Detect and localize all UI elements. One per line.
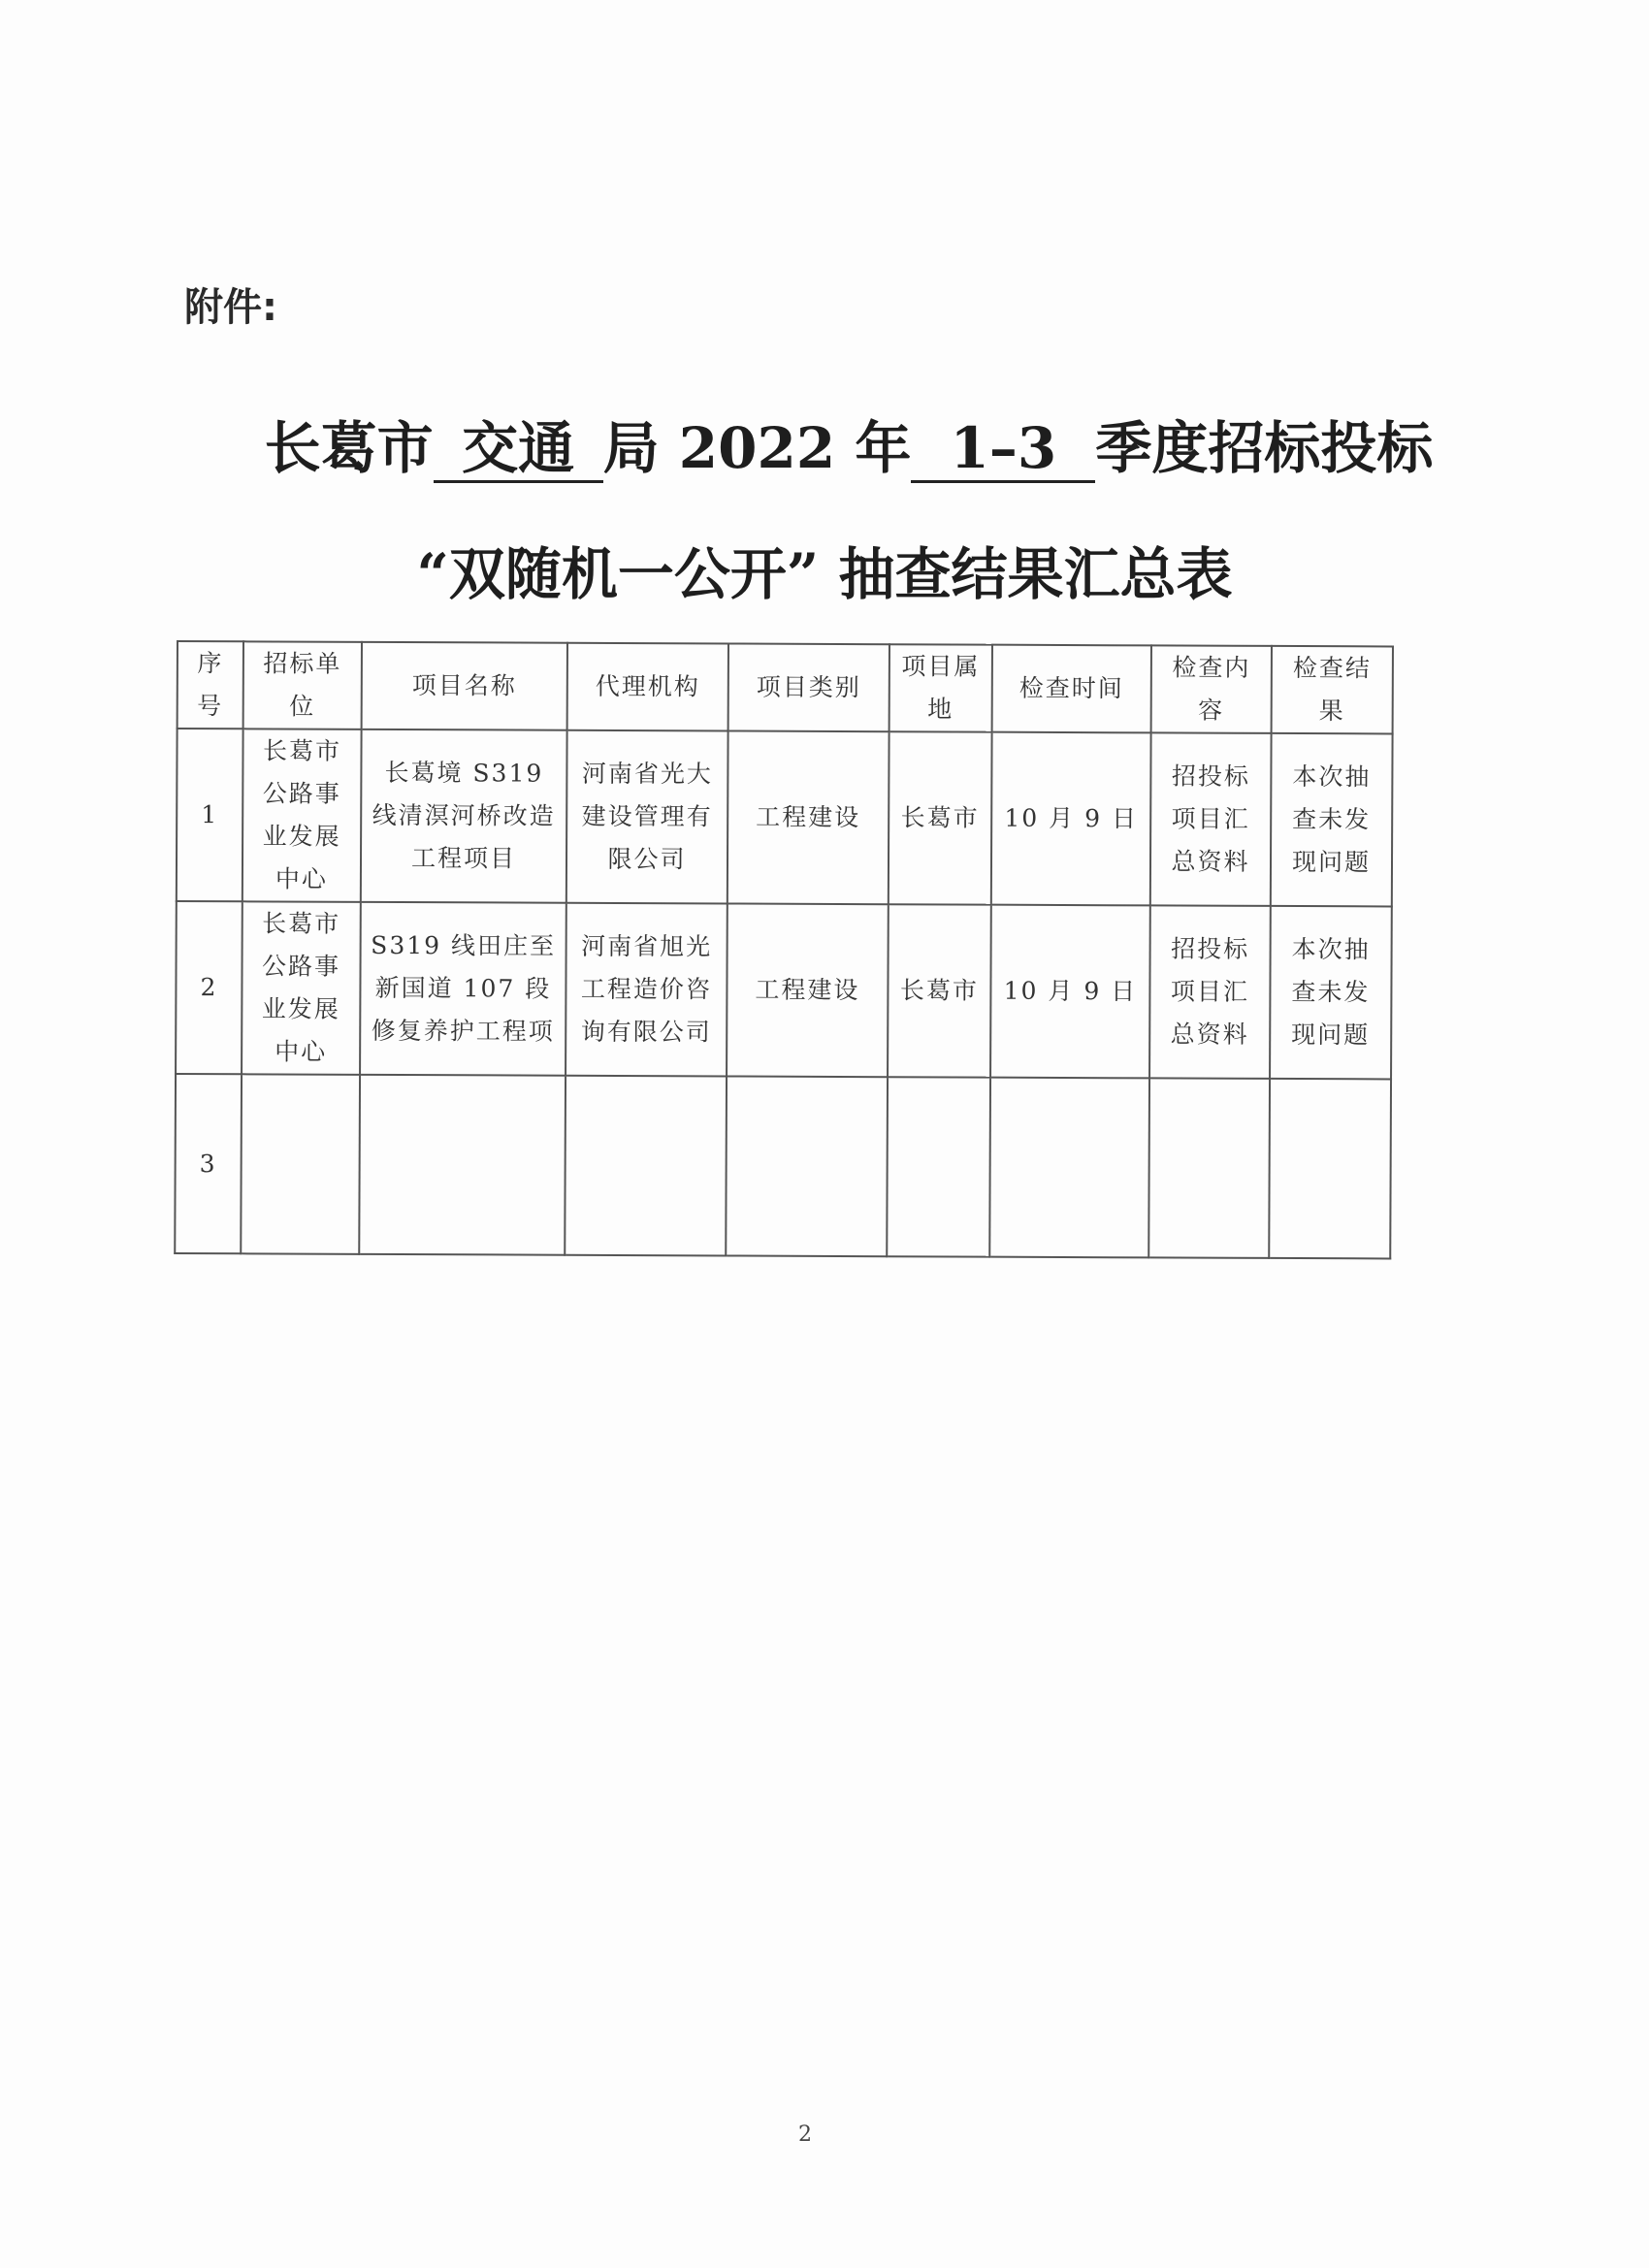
page-number: 2 — [798, 2122, 812, 2147]
title-suffix: 季度招标投标 — [1095, 415, 1434, 481]
cell-agency: 河南省光大建设管理有限公司 — [566, 730, 728, 904]
cell-result — [1269, 1079, 1391, 1259]
table-row — [175, 1074, 1391, 1258]
title-prefix: 长葛市 — [264, 415, 434, 481]
cell-location: 长葛市 — [888, 904, 991, 1077]
title-middle: 局 2022 年 — [602, 415, 912, 481]
header-cell-unit: 招标单位 — [243, 641, 362, 729]
cell-project: S319 线田庄至新国道 107 段修复养护工程项 — [360, 902, 566, 1076]
cell-no: 1 — [177, 729, 243, 901]
cell-content: 招投标项目汇总资料 — [1149, 905, 1271, 1079]
cell-unit: 长葛市公路事业发展中心 — [242, 901, 361, 1075]
title-department-fill: 交通 — [434, 418, 603, 483]
cell-category: 工程建设 — [727, 903, 889, 1077]
cell-no: 3 — [175, 1074, 242, 1253]
header-cell-category: 项目类别 — [728, 643, 889, 731]
header-cell-time: 检查时间 — [992, 645, 1151, 733]
inspection-results-table — [174, 640, 1394, 1259]
document-title-line-1 — [24, 403, 1649, 484]
cell-location: 长葛市 — [889, 731, 992, 904]
cell-result: 本次抽查未发现问题 — [1270, 906, 1392, 1080]
cell-project: 长葛境 S319 线清溟河桥改造工程项目 — [361, 729, 567, 903]
cell-agency: 河南省旭光工程造价咨询有限公司 — [566, 903, 728, 1077]
cell-unit: 长葛市公路事业发展中心 — [242, 729, 362, 902]
table-row — [176, 901, 1392, 1079]
header-cell-no: 序号 — [178, 641, 243, 729]
cell-no: 2 — [176, 901, 242, 1074]
cell-time: 10 月 9 日 — [990, 905, 1150, 1079]
cell-content — [1148, 1078, 1270, 1258]
header-cell-agency: 代理机构 — [567, 643, 728, 731]
cell-time: 10 月 9 日 — [991, 732, 1151, 906]
attachment-label: 附件: — [184, 285, 277, 330]
table-row — [177, 729, 1393, 906]
cell-project — [359, 1075, 566, 1255]
header-cell-location: 项目属地 — [889, 644, 992, 731]
cell-result: 本次抽查未发现问题 — [1271, 733, 1393, 907]
cell-content: 招投标项目汇总资料 — [1150, 732, 1272, 906]
cell-category: 工程建设 — [728, 730, 889, 904]
header-cell-project: 项目名称 — [362, 642, 567, 730]
cell-time — [989, 1078, 1149, 1258]
cell-location — [887, 1077, 990, 1256]
cell-unit — [241, 1074, 360, 1254]
cell-category — [726, 1076, 888, 1256]
header-cell-result: 检查结果 — [1272, 646, 1393, 734]
document-title-line-2: “双随机一公开” 抽查结果汇总表 — [416, 541, 1233, 607]
header-cell-content: 检查内容 — [1151, 645, 1272, 733]
cell-agency — [565, 1076, 727, 1256]
table-header-row — [178, 641, 1393, 733]
title-quarter-fill: 1–3 — [911, 418, 1095, 483]
